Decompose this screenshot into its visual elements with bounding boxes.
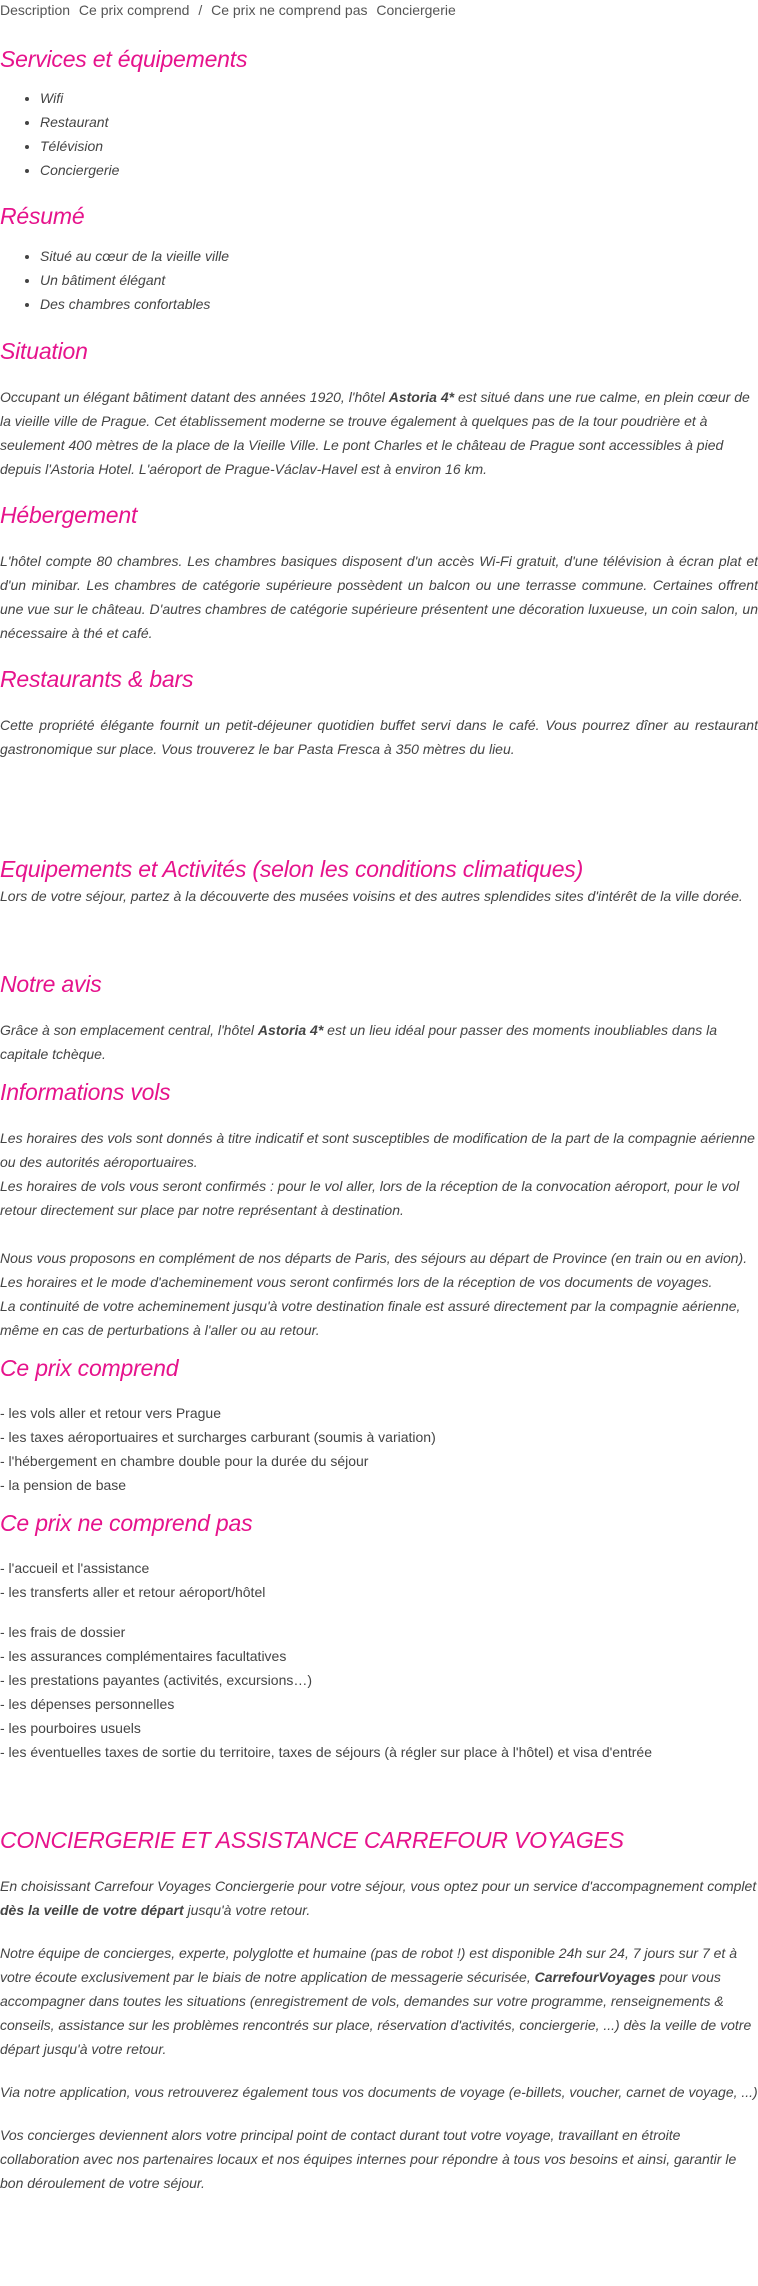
vols-text: Les horaires et le mode d'acheminement vous seront confirmés lors de la réception de vos documents de voyages. (0, 1274, 713, 1290)
conciergerie-text: Vos concierges deviennent alors votre principal point de contact durant tout votre voyage, travaillant en étroite collaboration avec nos partenaires locaux et nos équipes internes pour répondre à tous vos besoins et ainsi, garantir le bon déroulement de votre séjour. (0, 2127, 737, 2191)
services-list (0, 86, 758, 182)
avis-text (0, 1018, 758, 1066)
restaurants-text: Cette propriété élégante fournit un petit-déjeuner quotidien buffet servi dans le café. Vous pourrez dîner au restaurant gastronomique sur place. Vous trouverez le bar Pasta Fresca à 350 mètres du lieu. (0, 717, 758, 757)
tab-bar (0, 0, 758, 20)
vols-text: Nous vous proposons en complément de nos départs de Paris, des séjours au départ de Province (en train ou en avion). (0, 1250, 748, 1266)
conciergerie-text (0, 1941, 758, 2061)
list-item: - les frais de dossier (0, 1624, 126, 1640)
list-item: - les assurances complémentaires facultatives (0, 1648, 287, 1664)
equipements-text: Lors de votre séjour, partez à la découverte des musées voisins et des autres splendides sites d'intérêt de la ville dorée. (0, 888, 743, 904)
list-item: • Télévision (40, 134, 758, 158)
avis-heading: Notre avis (0, 971, 102, 997)
list-item: • Situé au cœur de la vieille ville (40, 244, 758, 268)
list-item: • Wifi (40, 86, 758, 110)
tab-conciergerie[interactable]: Conciergerie (376, 2, 456, 18)
comprend-heading: Ce prix comprend (0, 1355, 179, 1381)
list-item: - les pourboires usuels (0, 1720, 141, 1736)
tab-description[interactable]: Description (0, 2, 71, 18)
situation-text-part: Occupant un élégant bâtiment datant des années 1920, l'hôtel (0, 389, 389, 405)
vols-text: La continuité de votre acheminement jusqu'à votre destination finale est assuré directement par la compagnie aérienne, même en cas de perturbations à l'aller ou au retour. (0, 1298, 741, 1338)
situation-text-part: est situé dans une rue calme, en plein cœur de la vieille ville de Prague. Cet établissement moderne se trouve également à quelques pas de la tour poudrière et à seulement 400 mètres de la place de la Vieille Ville. Le pont Charles et le château de Prague sont accessibles à pied depuis l'Astoria Hotel. L'aéroport de Prague-Václav-Havel est à environ 16 km. (0, 389, 750, 477)
services-heading: Services et équipements (0, 46, 248, 72)
conciergerie-heading: CONCIERGERIE ET ASSISTANCE CARREFOUR VOYAGES (0, 1827, 624, 1853)
avis-text-part: est un lieu idéal pour passer des moments inoubliables dans la capitale tchèque. (0, 1022, 718, 1062)
list-item: • Restaurant (40, 110, 758, 134)
restaurants-heading: Restaurants & bars (0, 666, 194, 692)
resume-heading: Résumé (0, 203, 85, 229)
list-item: - les transferts aller et retour aéroport/hôtel (0, 1584, 266, 1600)
tab-ce-prix-ne-comprend-pas[interactable]: Ce prix ne comprend pas (211, 2, 368, 18)
list-item: • Des chambres confortables (40, 292, 758, 316)
comprend-list (0, 1401, 758, 1497)
avis-text-part: Grâce à son emplacement central, l'hôtel (0, 1022, 258, 1038)
tab-ce-prix-comprend[interactable]: Ce prix comprend (78, 2, 190, 18)
vols-text: Les horaires des vols sont donnés à titre indicatif et sont susceptibles de modification de la part de la compagnie aérienne ou des autorités aéroportuaires. (0, 1130, 755, 1170)
equipements-heading: Equipements et Activités (selon les conditions climatiques) (0, 856, 584, 882)
list-item: - les dépenses personnelles (0, 1696, 175, 1712)
list-item: - les taxes aéroportuaires et surcharges carburant (soumis à variation) (0, 1429, 436, 1445)
app-name: CarrefourVoyages (534, 1969, 656, 1985)
hebergement-heading: Hébergement (0, 502, 138, 528)
list-item: • Un bâtiment élégant (40, 268, 758, 292)
situation-heading: Situation (0, 338, 88, 364)
hebergement-text: L'hôtel compte 80 chambres. Les chambres basiques disposent d'un accès Wi-Fi gratuit, d'une télévision à écran plat et d'un minibar. Les chambres de catégorie supérieure possèdent un balcon ou une terrasse commune. Certaines offrent une vue sur le château. D'autres chambres de catégorie supérieure présentent une décoration luxueuse, un coin salon, un nécessaire à thé et café. (0, 553, 758, 641)
conciergerie-text-part: pour vous accompagner dans toutes les situations (enregistrement de vols, demandes sur votre programme, renseignements & conseils, assistance sur les problèmes rencontrés sur place, réservation d'activités, conciergerie, ...) dès la veille de votre départ jusqu'à votre retour. (0, 1969, 752, 2057)
conciergerie-text: Via notre application, vous retrouverez également tous vos documents de voyage (e-billets, voucher, carnet de voyage, ...) (0, 2084, 758, 2100)
conciergerie-text (0, 1874, 758, 1922)
ne-comprend-heading: Ce prix ne comprend pas (0, 1510, 253, 1536)
vols-heading: Informations vols (0, 1079, 171, 1105)
conciergerie-text-part: En choisissant Carrefour Voyages Conciergerie pour votre séjour, vous optez pour un service d'accompagnement complet (0, 1878, 757, 1894)
hotel-name: Astoria 4* (257, 1022, 324, 1038)
conciergerie-emphasis: dès la veille de votre départ (0, 1902, 184, 1918)
ne-comprend-list (0, 1556, 758, 1604)
resume-list (0, 244, 758, 316)
conciergerie-text-part: jusqu'à votre retour. (183, 1902, 311, 1918)
vols-text: Les horaires de vols vous seront confirmés : pour le vol aller, lors de la réception de la convocation aéroport, pour le vol retour directement sur place par notre représentant à destination. (0, 1178, 740, 1218)
list-item: - les éventuelles taxes de sortie du territoire, taxes de séjours (à régler sur place à l'hôtel) et visa d'entrée (0, 1744, 653, 1760)
list-item: - l'hébergement en chambre double pour la durée du séjour (0, 1453, 369, 1469)
ne-comprend-list (0, 1620, 758, 1764)
tab-separator: / (198, 2, 203, 18)
situation-text (0, 385, 758, 481)
hotel-name: Astoria 4* (388, 389, 455, 405)
list-item: - la pension de base (0, 1477, 127, 1493)
list-item: - les prestations payantes (activités, excursions…) (0, 1672, 313, 1688)
list-item: - les vols aller et retour vers Prague (0, 1405, 221, 1421)
list-item: - l'accueil et l'assistance (0, 1560, 150, 1576)
list-item: • Conciergerie (40, 158, 758, 182)
conciergerie-text-part: Notre équipe de concierges, experte, polyglotte et humaine (pas de robot !) est disponible 24h sur 24, 7 jours sur 7 et à votre écoute exclusivement par le biais de notre application de messagerie sécurisée, (0, 1945, 737, 1985)
